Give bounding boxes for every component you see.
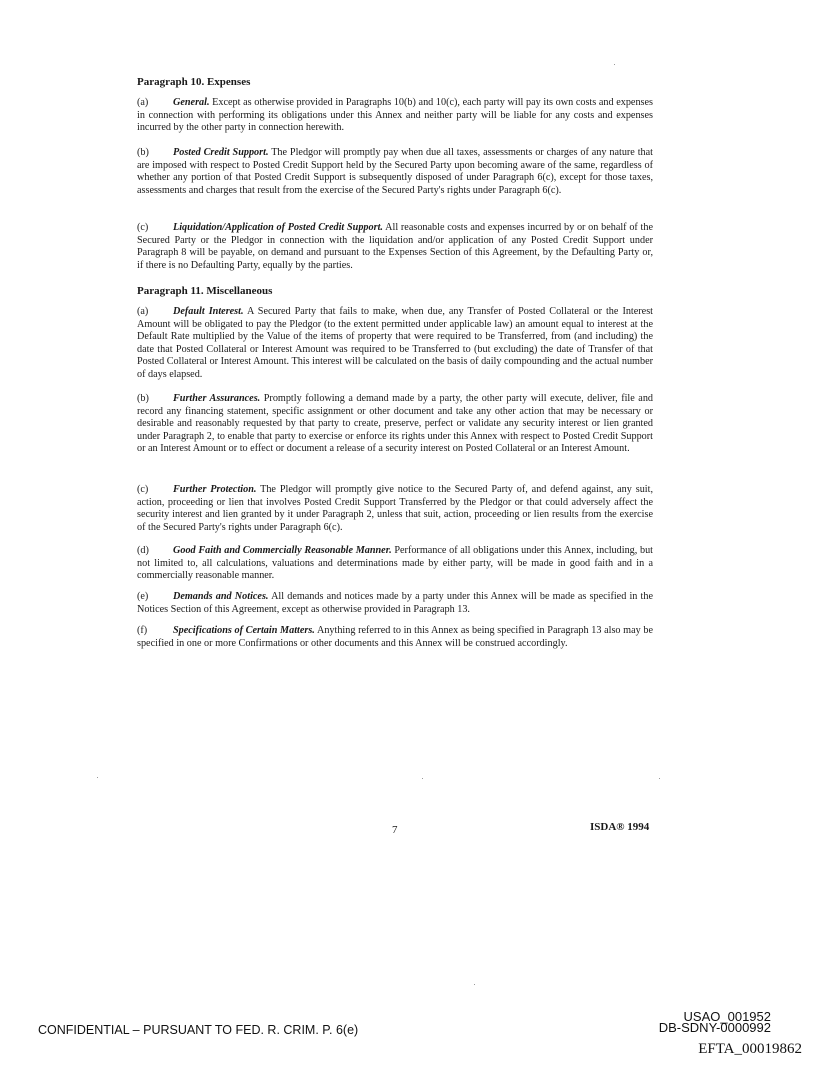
- isda-mark: ISDA® 1994: [590, 821, 650, 833]
- item-text: Promptly following a demand made by a party, the other party will execute, deliver, file and record any financing statement, specific assignment or other document and take any other action that may be necessary or desirable and reasonably requested by that party to create, preserve, perfect or validate any security interest or lien granted under Paragraph 2, to enable that party to exercise or enforce its rights under this Annex with respect to Posted Credit Support or an Interest Amount or to effect or document a release of a security interest on Posted Collateral or an Interest Amount.: [137, 393, 654, 455]
- scan-speck: [659, 778, 660, 779]
- item-label: (b): [137, 147, 149, 158]
- paragraph-11-c: [137, 484, 653, 534]
- scan-speck: [474, 984, 475, 985]
- confidential-notice: CONFIDENTIAL – PURSUANT TO FED. R. CRIM. P. 6(e): [38, 1023, 359, 1037]
- item-label: (a): [137, 97, 149, 108]
- item-label: (b): [137, 393, 149, 404]
- item-text: All reasonable costs and expenses incurred by or on behalf of the Secured Party or the Pledgor in connection with the liquidation and/or application of any Posted Credit Support under Paragraph 8 will be payable, on demand and pursuant to the Expenses Section of this Agreement, by the Defaulting Party or, if there is no Defaulting Party, equally by the parties.: [137, 222, 654, 271]
- scan-speck: [422, 778, 423, 779]
- scan-speck: [614, 64, 615, 65]
- bates-stamp: [659, 1011, 771, 1033]
- item-label: (d): [137, 545, 149, 556]
- item-text: The Pledgor will promptly pay when due all taxes, assessments or charges of any nature that are imposed with respect to Posted Credit Support held by the Secured Party upon becoming aware of the same, regardless of whether any portion of that Posted Credit Support is subsequently disposed of under Paragraph 6(c), except for those taxes, assessments and charges that result from the exercise of the Secured Party's rights under Paragraph 6(c).: [137, 147, 653, 196]
- paragraph-11-f: [137, 625, 653, 650]
- item-text: Except as otherwise provided in Paragraphs 10(b) and 10(c), each party will pay its own costs and expenses in connection with performing its obligations under this Annex and neither party will be liable for any costs and expenses incurred by the other party in connection herewith.: [137, 97, 653, 134]
- paragraph-11-a: [137, 306, 653, 382]
- item-title: Default Interest.: [173, 306, 244, 317]
- item-title: Good Faith and Commercially Reasonable Manner.: [173, 545, 392, 556]
- item-label: (c): [137, 222, 149, 233]
- page-number: 7: [392, 824, 398, 836]
- paragraph-10-a: [137, 97, 653, 135]
- paragraph-11-heading: Paragraph 11. Miscellaneous: [137, 285, 273, 297]
- paragraph-10-c: [137, 222, 653, 272]
- paragraph-11-d: [137, 545, 653, 583]
- item-text: The Pledgor will promptly give notice to the Secured Party of, and defend against, any suit, action, proceeding or lien that involves Posted Credit Support Transferred by the Pledgor or that could adversely affect the security interest and lien granted by it under Paragraph 2, unless that suit, action, proceeding or lien results from the exercise of the Secured Party's rights under Paragraph 6(c).: [137, 484, 653, 533]
- paragraph-10-heading: Paragraph 10. Expenses: [137, 76, 251, 88]
- item-title: Liquidation/Application of Posted Credit Support.: [173, 222, 383, 233]
- item-title: Demands and Notices.: [173, 591, 269, 602]
- item-label: (e): [137, 591, 149, 602]
- item-title: Specifications of Certain Matters.: [173, 625, 315, 636]
- efta-number: EFTA_00019862: [698, 1041, 802, 1057]
- item-label: (c): [137, 484, 149, 495]
- paragraph-11-e: [137, 591, 653, 616]
- item-title: General.: [173, 97, 210, 108]
- item-label: (f): [137, 625, 148, 636]
- db-sdny-number: DB-SDNY-0000992: [658, 1020, 771, 1035]
- item-title: Posted Credit Support.: [173, 147, 269, 158]
- item-label: (a): [137, 306, 149, 317]
- paragraph-10-b: [137, 147, 653, 197]
- usao-number: USAO_001952: [683, 1009, 771, 1024]
- item-text: All demands and notices made by a party under this Annex will be made as specified in the Notices Section of this Agreement, except as otherwise provided in Paragraph 13.: [137, 591, 653, 615]
- item-title: Further Protection.: [173, 484, 257, 495]
- item-text: A Secured Party that fails to make, when due, any Transfer of Posted Collateral or the Interest Amount will be obligated to pay the Pledgor (to the extent permitted under applicable law) an amount equal to interest at the Default Rate multiplied by the Value of the items of property that were required to be Transferred, from (and including) the date that Posted Collateral or Interest Amount was required to be Transferred to (but excluding) the date of Transfer of that Posted Collateral or Interest Amount. This interest will be calculated on the basis of daily compounding and the actual number of days elapsed.: [137, 306, 653, 380]
- scan-speck: [97, 777, 98, 778]
- item-title: Further Assurances.: [173, 393, 261, 404]
- paragraph-11-b: [137, 393, 653, 456]
- item-text: Performance of all obligations under this Annex, including, but not limited to, all calculations, valuations and determinations made by either party, will be made in good faith and in a commercially reasonable manner.: [137, 545, 654, 582]
- item-text: Anything referred to in this Annex as being specified in Paragraph 13 also may be specified in one or more Confirmations or other documents and this Annex will be construed accordingly.: [137, 625, 654, 649]
